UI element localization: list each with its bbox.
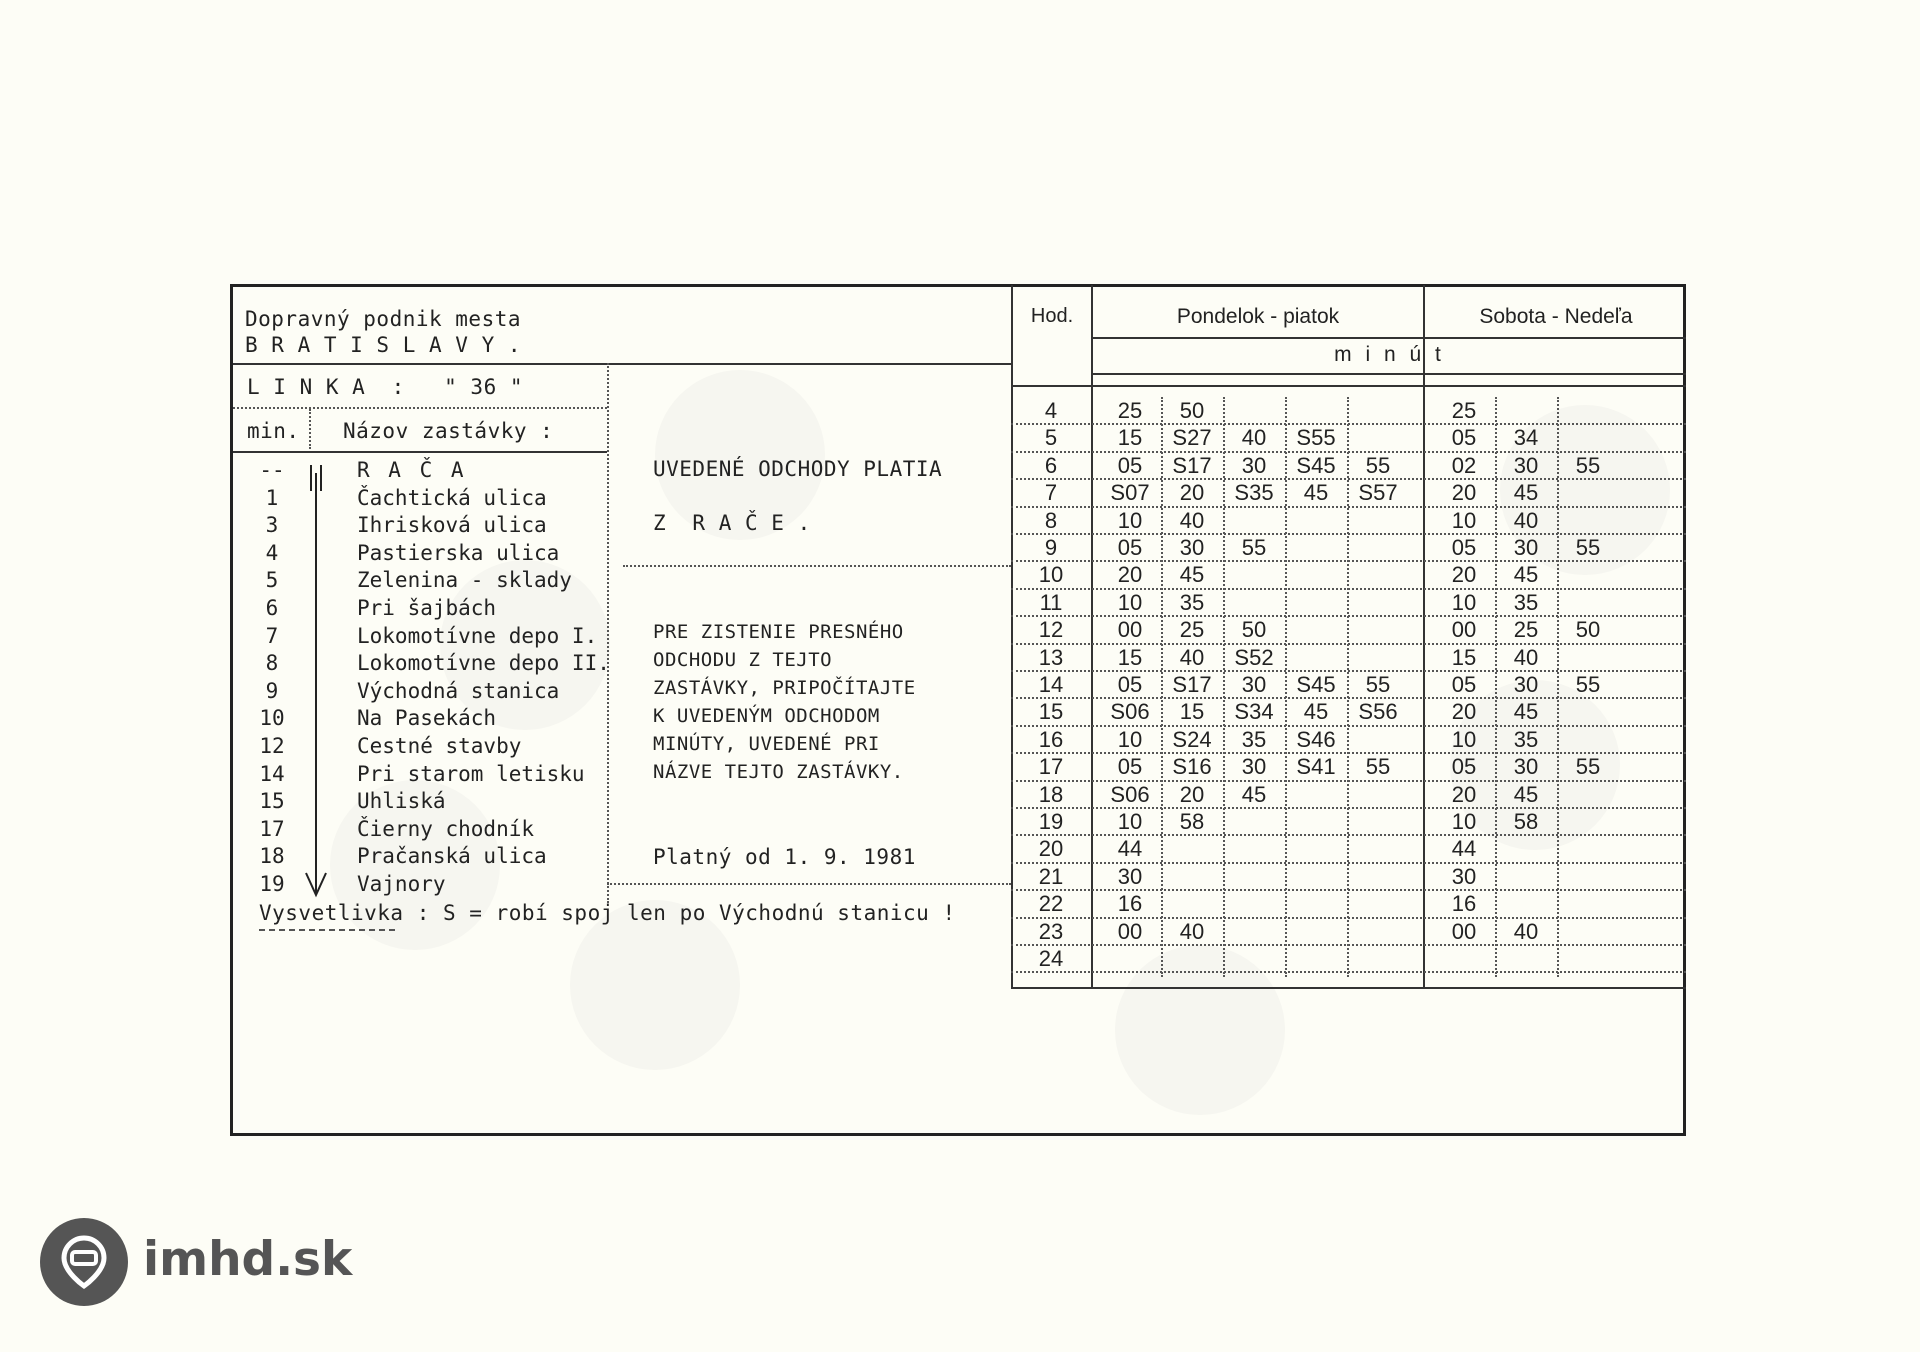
weekday-minute-cell: S57	[1358, 480, 1398, 506]
weekend-minute-cell: 20	[1451, 781, 1477, 807]
stop-name: Čierny chodník	[357, 816, 535, 841]
hour-cell: 8	[1044, 507, 1058, 533]
weekday-minute-cell: 45	[1241, 781, 1267, 807]
weekday-minute-cell: 05	[1117, 672, 1143, 697]
timetable-grid	[1011, 397, 1686, 987]
weekend-minute-cell: 00	[1451, 617, 1477, 643]
stop-minutes: 4	[265, 540, 279, 565]
stop-minutes: 18	[259, 844, 285, 869]
weekend-minute-cell: 30	[1513, 754, 1539, 780]
company-name: Dopravný podnik mesta	[245, 307, 522, 331]
weekday-minute-cell: 45	[1303, 480, 1329, 506]
weekday-minute-cell: S46	[1296, 726, 1336, 752]
hour-cell: 22	[1038, 891, 1064, 917]
stop-minutes: 17	[259, 816, 285, 841]
weekend-minute-cell: 30	[1451, 863, 1477, 889]
weekday-minute-cell: 50	[1241, 617, 1267, 643]
weekday-minute-cell: 20	[1179, 480, 1205, 506]
weekend-minute-cell: 25	[1513, 617, 1539, 643]
weekday-minute-cell: 30	[1117, 863, 1143, 889]
legend: Vysvetlivka : S = robí spoj len po Východnú stanicu !	[259, 901, 956, 925]
weekday-minute-cell: S45	[1296, 452, 1336, 478]
weekday-minute-cell: S56	[1358, 699, 1398, 725]
departure-note-station: Z R A Č E .	[653, 511, 811, 535]
weekday-minute-cell: 50	[1179, 398, 1205, 423]
stop-minutes: 8	[265, 651, 279, 676]
weekend-minute-cell: 40	[1513, 644, 1539, 670]
weekend-minute-cell: 30	[1513, 672, 1539, 697]
column-divider	[1495, 397, 1497, 977]
hour-cell: 16	[1038, 726, 1064, 752]
weekday-minute-cell: 45	[1179, 562, 1205, 588]
hour-cell: 20	[1038, 836, 1064, 862]
stop-minutes: 1	[265, 485, 279, 510]
hour-cell: 15	[1038, 699, 1064, 725]
column-divider	[1347, 397, 1349, 977]
legend-underline	[259, 929, 395, 931]
weekend-minute-cell: 40	[1513, 918, 1539, 944]
weekday-minute-cell: S34	[1234, 699, 1274, 725]
stop-minutes: 19	[259, 872, 285, 896]
weekend-minute-cell: 20	[1451, 562, 1477, 588]
hour-cell: 10	[1038, 562, 1064, 588]
weekday-minute-cell: 55	[1365, 754, 1391, 780]
stop-minutes: 14	[259, 761, 285, 786]
hour-cell: 21	[1038, 863, 1064, 889]
weekend-minute-cell: 16	[1451, 891, 1477, 917]
imhd-logo-icon	[40, 1218, 128, 1306]
weekend-minute-cell: 05	[1451, 425, 1477, 451]
weekend-minute-cell: 40	[1513, 507, 1539, 533]
hour-cell: 9	[1044, 535, 1058, 560]
divider	[233, 407, 607, 409]
weekday-minute-cell: 58	[1179, 809, 1205, 834]
stop-name: Pri šajbách	[357, 596, 497, 620]
hour-cell: 18	[1038, 781, 1064, 807]
stop-minutes: 7	[265, 623, 279, 648]
weekday-minute-cell: 05	[1117, 535, 1143, 560]
weekend-minute-cell: 45	[1513, 781, 1539, 807]
divider	[1011, 987, 1686, 989]
divider	[233, 363, 1011, 365]
weekend-minute-cell: 20	[1451, 480, 1477, 506]
col-weekday-header: Pondelok - piatok	[1176, 305, 1340, 328]
weekend-minute-cell: 10	[1451, 589, 1477, 615]
weekday-minute-cell: 25	[1179, 617, 1205, 643]
weekday-minute-cell: 55	[1241, 535, 1267, 560]
stop-name: Pri starom letisku	[357, 761, 585, 786]
col-hour-header: Hod.	[1030, 305, 1074, 327]
info-note-1: PRE ZISTENIE PRESNÉHO	[653, 621, 904, 643]
weekend-minute-cell: 25	[1451, 398, 1477, 423]
column-divider	[1223, 397, 1225, 977]
weekday-minute-cell: 30	[1179, 535, 1205, 560]
weekday-minute-cell: S06	[1110, 781, 1150, 807]
stop-name: Zelenina - sklady	[357, 568, 572, 593]
stop-name: Východná stanica	[357, 678, 560, 703]
weekday-minute-cell: 15	[1117, 644, 1143, 670]
hour-cell: 11	[1039, 589, 1063, 615]
stop-minutes: 15	[259, 789, 285, 814]
weekday-minute-cell: 15	[1117, 425, 1143, 451]
weekday-minute-cell: S06	[1110, 699, 1150, 725]
weekend-minute-cell: 15	[1451, 644, 1477, 670]
weekend-minute-cell: 45	[1513, 480, 1539, 506]
stop-name: Uhliská	[357, 789, 446, 814]
hour-cell: 12	[1038, 617, 1064, 643]
stop-name: Vajnory	[357, 872, 446, 896]
weekday-minute-cell: 35	[1179, 589, 1205, 615]
hour-cell: 14	[1038, 672, 1064, 697]
info-note-3: ZASTÁVKY, PRIPOČÍTAJTE	[653, 677, 916, 699]
weekday-minute-cell: 05	[1117, 452, 1143, 478]
stop-minutes: 9	[265, 678, 279, 703]
weekday-minute-cell: 00	[1117, 918, 1143, 944]
weekday-minute-cell: S41	[1296, 754, 1336, 780]
weekday-minute-cell: 40	[1241, 425, 1267, 451]
weekday-minute-cell: 20	[1179, 781, 1205, 807]
weekend-minute-cell: 02	[1451, 452, 1477, 478]
weekday-minute-cell: 55	[1365, 672, 1391, 697]
weekday-minute-cell: 00	[1117, 617, 1143, 643]
weekday-minute-cell: S07	[1110, 480, 1150, 506]
weekday-minute-cell: 30	[1241, 452, 1267, 478]
weekday-minute-cell: S27	[1172, 425, 1212, 451]
weekday-minute-cell: S45	[1296, 672, 1336, 697]
weekday-minute-cell: S16	[1172, 754, 1212, 780]
hour-cell: 6	[1044, 452, 1058, 478]
weekday-minute-cell: 40	[1179, 507, 1205, 533]
weekend-minute-cell: 00	[1451, 918, 1477, 944]
weekday-minute-cell: 10	[1117, 726, 1143, 752]
weekday-minute-cell: 10	[1117, 507, 1143, 533]
weekday-minute-cell: 44	[1117, 836, 1143, 862]
hour-cell: 19	[1038, 809, 1064, 834]
weekday-minute-cell: 30	[1241, 672, 1267, 697]
weekday-minute-cell: 30	[1241, 754, 1267, 780]
weekend-minute-cell: 30	[1513, 452, 1539, 478]
weekend-minute-cell: 55	[1575, 754, 1601, 780]
col-weekend-header: Sobota - Nedeľa	[1479, 305, 1633, 328]
column-divider	[1161, 397, 1163, 977]
divider	[1091, 337, 1686, 339]
weekday-minute-cell: 25	[1117, 398, 1143, 423]
weekday-minute-cell: 55	[1365, 452, 1391, 478]
divider	[607, 363, 609, 903]
col-stop-header: Názov zastávky :	[343, 419, 554, 443]
weekday-minute-cell: 45	[1303, 699, 1329, 725]
line-number: L I N K A : " 36 "	[247, 375, 524, 399]
hour-cell: 13	[1038, 644, 1064, 670]
stop-minutes: 3	[265, 513, 279, 538]
weekday-minute-cell: 10	[1117, 809, 1143, 834]
weekend-minute-cell: 30	[1513, 535, 1539, 560]
weekend-minute-cell: 45	[1513, 699, 1539, 725]
col-minutes-header: m i n ú t	[1334, 343, 1445, 366]
col-min-header: min.	[247, 419, 300, 443]
weekend-minute-cell: 10	[1451, 809, 1477, 834]
departure-note: UVEDENÉ ODCHODY PLATIA	[653, 457, 943, 481]
weekday-minute-cell: 35	[1241, 726, 1267, 752]
weekday-minute-cell: 16	[1117, 891, 1143, 917]
weekday-minute-cell: 40	[1179, 644, 1205, 670]
stop-name: Pračanská ulica	[357, 844, 547, 869]
direction-arrow-icon	[301, 463, 331, 903]
weekend-minute-cell: 55	[1575, 452, 1601, 478]
hour-cell: 5	[1044, 425, 1058, 451]
stop-minutes: 10	[259, 706, 285, 731]
weekend-minute-cell: 44	[1451, 836, 1477, 862]
column-divider	[1285, 397, 1287, 977]
hour-cell: 17	[1038, 754, 1064, 780]
stop-name: R A Č A	[357, 458, 467, 482]
weekend-minute-cell: 58	[1513, 809, 1539, 834]
stop-name: Pastierska ulica	[357, 540, 560, 565]
stop-minutes: --	[259, 458, 285, 482]
divider	[623, 565, 1011, 567]
stop-name: Čachtická ulica	[357, 485, 547, 510]
weekend-minute-cell: 55	[1575, 535, 1601, 560]
hour-cell: 23	[1038, 918, 1064, 944]
weekday-minute-cell: S24	[1172, 726, 1212, 752]
weekend-minute-cell: 55	[1575, 672, 1601, 697]
weekday-minute-cell: S17	[1172, 452, 1212, 478]
weekend-minute-cell: 50	[1575, 617, 1601, 643]
brand-logo-text: imhd.sk	[143, 1232, 353, 1287]
weekend-minute-cell: 35	[1513, 589, 1539, 615]
hour-cell: 7	[1044, 480, 1058, 506]
divider	[309, 409, 311, 449]
weekend-minute-cell: 10	[1451, 507, 1477, 533]
weekend-minute-cell: 05	[1451, 672, 1477, 697]
weekend-minute-cell: 35	[1513, 726, 1539, 752]
info-note-2: ODCHODU Z TEJTO	[653, 649, 833, 671]
info-note-4: K UVEDENÝM ODCHODOM	[653, 705, 880, 727]
weekend-minute-cell: 05	[1451, 754, 1477, 780]
stop-minutes: 12	[259, 734, 285, 758]
info-note-6: NÁZVE TEJTO ZASTÁVKY.	[653, 761, 904, 783]
divider	[1091, 373, 1686, 375]
stop-name: Lokomotívne depo I.	[357, 623, 598, 648]
weekday-minute-cell: 40	[1179, 918, 1205, 944]
weekend-minute-cell: 45	[1513, 562, 1539, 588]
column-divider	[1557, 397, 1559, 977]
hour-cell: 4	[1044, 398, 1058, 423]
weekday-minute-cell: S55	[1296, 425, 1336, 451]
divider	[233, 451, 607, 453]
weekday-minute-cell: S52	[1234, 644, 1274, 670]
weekend-minute-cell: 20	[1451, 699, 1477, 725]
stop-minutes: 6	[265, 596, 279, 620]
info-note-5: MINÚTY, UVEDENÉ PRI	[653, 733, 880, 755]
weekday-minute-cell: 10	[1117, 589, 1143, 615]
weekday-minute-cell: S17	[1172, 672, 1212, 697]
weekday-minute-cell: 15	[1179, 699, 1205, 725]
weekend-minute-cell: 10	[1451, 726, 1477, 752]
validity-date: Platný od 1. 9. 1981	[653, 845, 916, 869]
weekday-minute-cell: 20	[1117, 562, 1143, 588]
divider	[607, 883, 1011, 885]
weekday-minute-cell: 05	[1117, 754, 1143, 780]
weekend-minute-cell: 34	[1513, 425, 1539, 451]
stop-name: Lokomotívne depo II.	[357, 651, 610, 676]
stop-name: Na Pasekách	[357, 706, 497, 731]
company-city: B R A T I S L A V Y .	[245, 333, 522, 357]
stop-name: Ihrisková ulica	[357, 513, 547, 538]
weekend-minute-cell: 05	[1451, 535, 1477, 560]
divider	[1011, 385, 1686, 387]
stop-name: Cestné stavby	[357, 734, 522, 758]
stop-minutes: 5	[265, 568, 279, 593]
hour-cell: 24	[1038, 946, 1064, 971]
timetable-sheet	[230, 284, 1686, 1136]
weekday-minute-cell: S35	[1234, 480, 1274, 506]
